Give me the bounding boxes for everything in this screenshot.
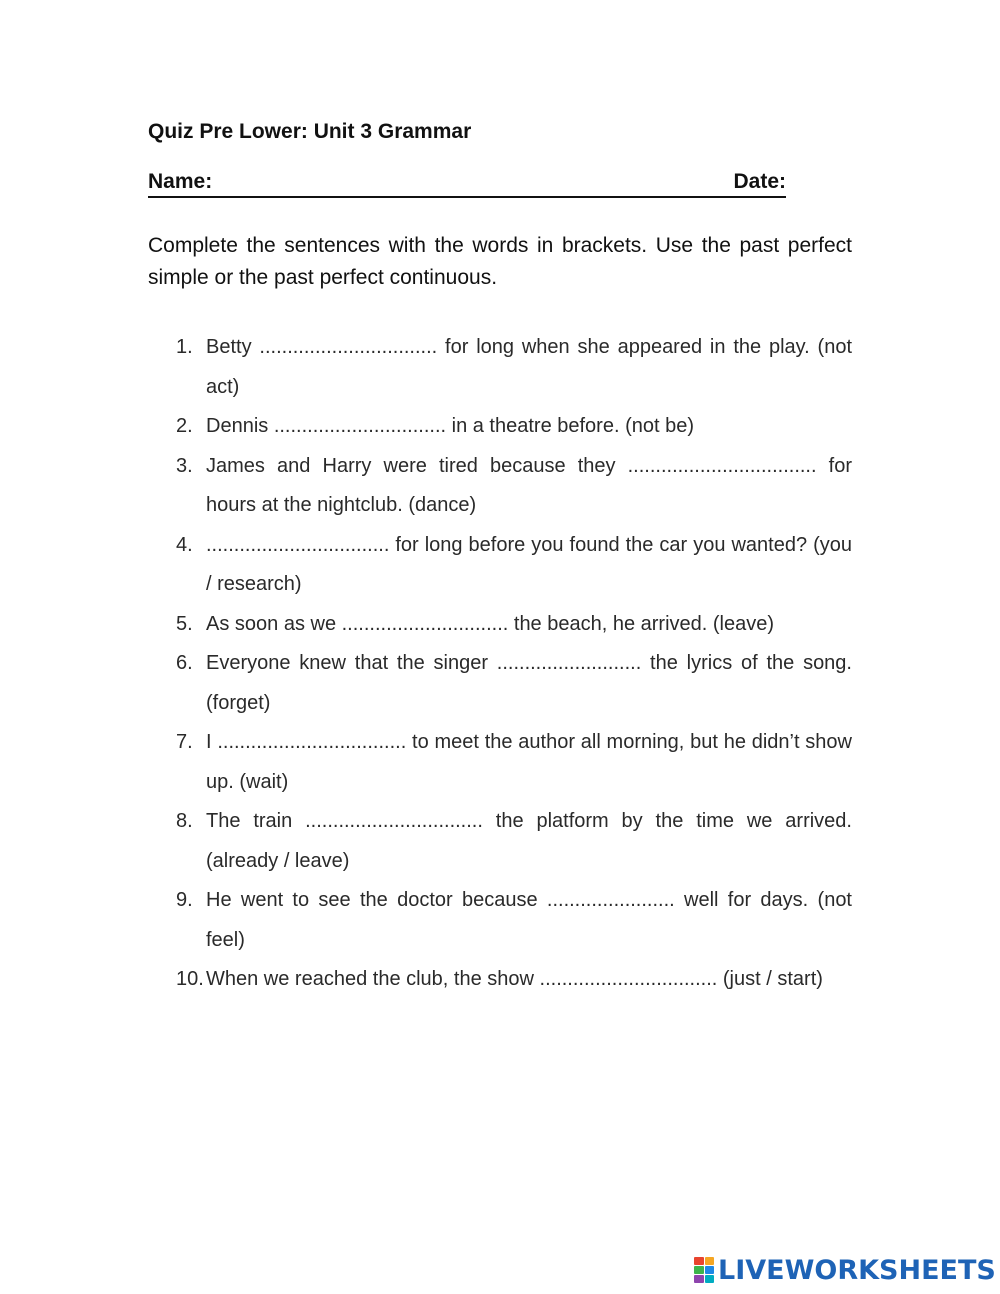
question-number: 3. — [176, 454, 193, 477]
instructions: Complete the sentences with the words in brackets. Use the past perfect simple or the past perfect continuous. — [148, 234, 852, 289]
date-label: Date: — [733, 170, 786, 193]
logo-text: LIVEWORKSHEETS — [718, 1254, 996, 1286]
question-item — [148, 526, 852, 605]
question-item — [148, 605, 852, 645]
question-number: 2. — [176, 415, 193, 437]
question-item — [148, 407, 852, 447]
question-text[interactable]: ................................. for long before you found the car you wanted? (you / research) — [206, 533, 852, 595]
question-text[interactable]: When we reached the club, the show ................................ (just / start) — [206, 968, 823, 990]
question-item — [148, 447, 852, 526]
question-text[interactable]: I .................................. to meet the author all morning, but he didn’t show up. (wait) — [206, 731, 852, 793]
question-number: 1. — [176, 336, 193, 358]
question-item — [148, 644, 852, 723]
question-number: 5. — [176, 612, 193, 635]
question-item — [148, 881, 852, 960]
question-item — [148, 723, 852, 802]
question-number: 6. — [176, 652, 193, 674]
question-text[interactable]: James and Harry were tired because they .................................. for hours at the nightclub. (dance) — [206, 454, 852, 516]
liveworksheets-logo-icon — [694, 1257, 714, 1283]
question-text[interactable]: As soon as we .............................. the beach, he arrived. (leave) — [206, 612, 775, 635]
question-item — [148, 328, 852, 407]
question-item — [148, 960, 852, 1000]
question-item — [148, 802, 852, 881]
name-date-line — [148, 168, 786, 198]
name-label: Name: — [148, 170, 213, 193]
question-text[interactable]: Dennis ............................... in a theatre before. (not be) — [206, 415, 694, 437]
liveworksheets-logo[interactable] — [694, 1255, 996, 1285]
question-number: 10. — [176, 968, 204, 990]
question-number: 8. — [176, 810, 193, 832]
question-text[interactable]: He went to see the doctor because ....................... well for days. (not feel) — [206, 889, 852, 951]
question-number: 4. — [176, 533, 193, 556]
question-list — [148, 328, 852, 1000]
question-text[interactable]: Everyone knew that the singer .......................... the lyrics of the song. (forget) — [206, 652, 852, 714]
question-text[interactable]: The train ................................ the platform by the time we arrived. (already / leave) — [206, 810, 852, 872]
question-text[interactable]: Betty ................................ for long when she appeared in the play. (not act) — [206, 336, 852, 398]
question-number: 9. — [176, 889, 193, 911]
question-number: 7. — [176, 731, 193, 753]
page-title: Quiz Pre Lower: Unit 3 Grammar — [148, 120, 472, 143]
